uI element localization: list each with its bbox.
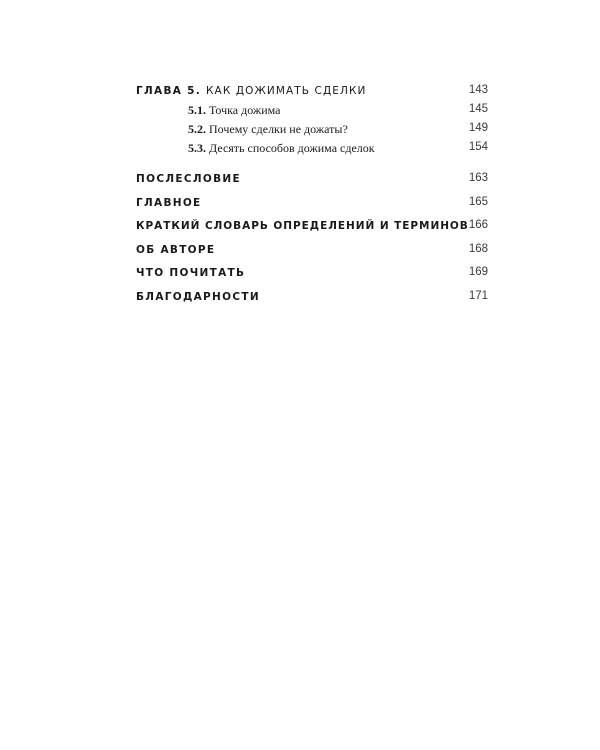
section-title: Почему сделки не дожаты? xyxy=(209,122,348,136)
entry-page-number: 169 xyxy=(468,266,488,278)
toc-entry-further-reading xyxy=(136,263,488,281)
toc-entry-acknowledgements xyxy=(136,287,488,305)
chapter-title: КАК ДОЖИМАТЬ СДЕЛКИ xyxy=(205,85,367,97)
section-number: 5.3. xyxy=(188,141,209,155)
entry-page-number: 171 xyxy=(468,289,488,302)
section-title: Точка дожима xyxy=(209,103,281,117)
toc-entry-main-points xyxy=(136,193,488,211)
entry-page-number: 163 xyxy=(468,172,488,184)
entry-title: ПОСЛЕСЛОВИЕ xyxy=(136,173,241,185)
section-page-number: 149 xyxy=(468,122,488,134)
table-of-contents xyxy=(136,80,488,305)
entry-title: ОБ АВТОРЕ xyxy=(136,243,216,256)
section-page-number: 154 xyxy=(468,141,488,153)
section-number: 5.2. xyxy=(188,122,209,136)
toc-entry-afterword xyxy=(136,169,488,187)
toc-section-5-2 xyxy=(136,119,488,138)
section-page-number: 145 xyxy=(468,103,488,115)
entry-title: ГЛАВНОЕ xyxy=(136,196,202,209)
section-title: Десять способов дожима сделок xyxy=(209,141,375,155)
chapter-page-number: 143 xyxy=(468,84,488,96)
chapter-label: ГЛАВА 5. xyxy=(136,85,206,97)
toc-entry-about-author xyxy=(136,240,488,258)
entry-title: БЛАГОДАРНОСТИ xyxy=(136,290,260,303)
entry-page-number: 168 xyxy=(468,242,488,255)
entry-page-number: 165 xyxy=(468,195,488,208)
entry-page-number: 166 xyxy=(468,219,488,231)
entry-title: ЧТО ПОЧИТАТЬ xyxy=(136,267,246,279)
toc-chapter-5 xyxy=(136,80,488,100)
toc-entry-glossary xyxy=(136,216,488,234)
toc-section-5-1 xyxy=(136,100,488,119)
entry-title: КРАТКИЙ СЛОВАРЬ ОПРЕДЕЛЕНИЙ И ТЕРМИНОВ xyxy=(136,220,469,232)
toc-section-5-3 xyxy=(136,138,488,157)
section-number: 5.1. xyxy=(188,103,209,117)
